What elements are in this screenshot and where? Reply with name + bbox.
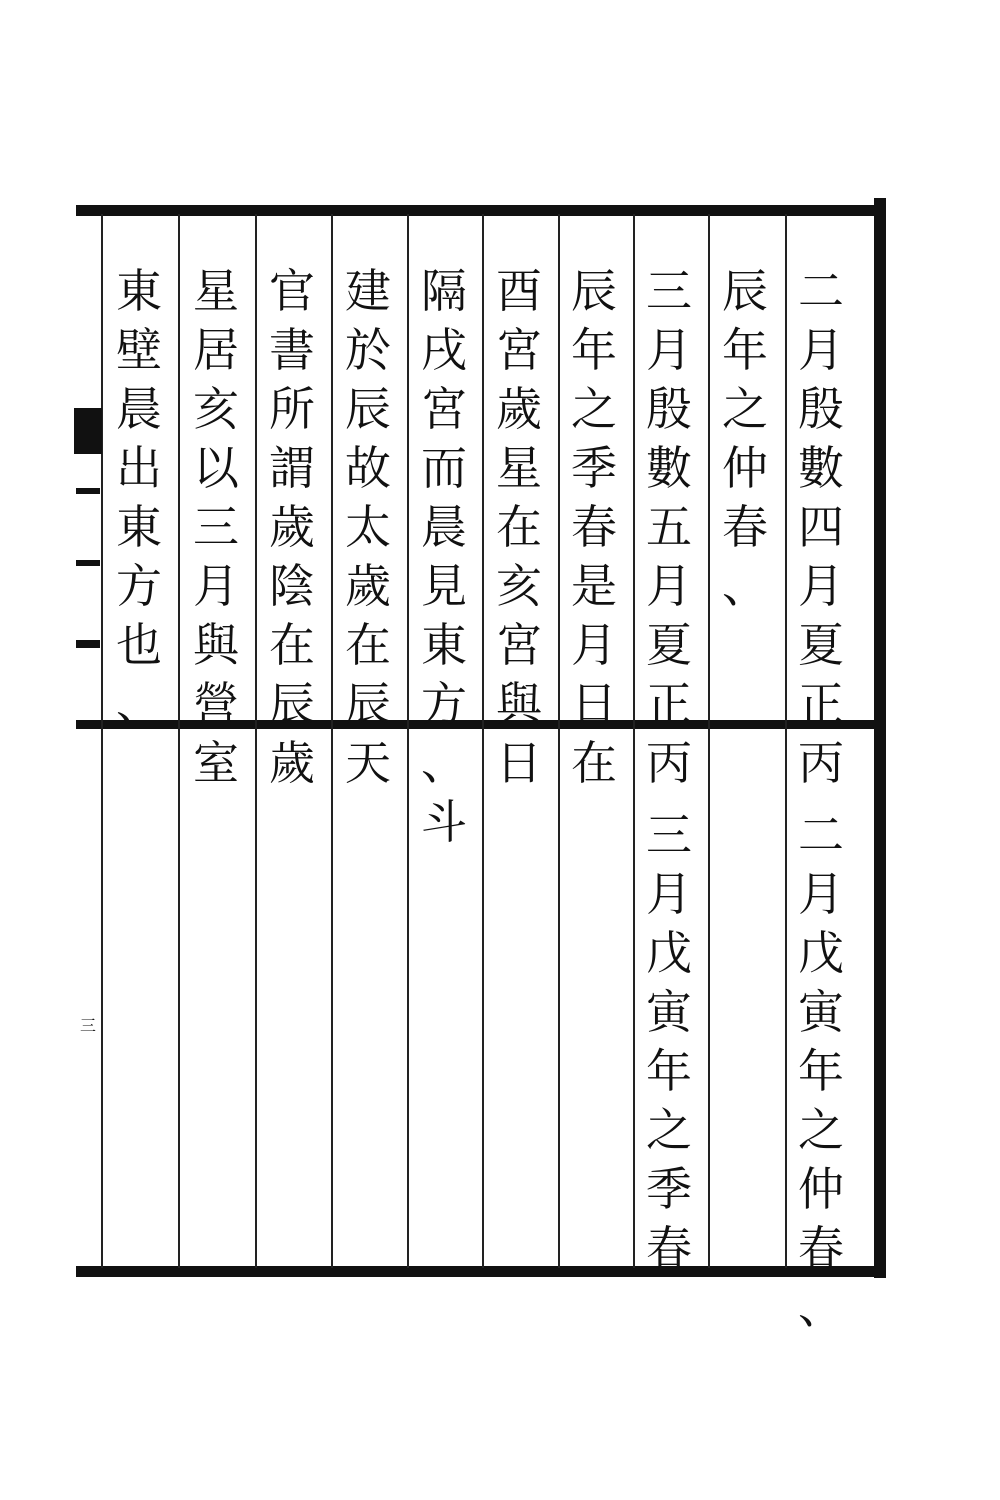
text-character: 在: [345, 618, 391, 672]
bottom-border-rule: [76, 1266, 886, 1277]
fold-mark: [76, 560, 100, 566]
column-separator: [178, 214, 180, 1268]
text-column-upper: [417, 262, 471, 852]
text-column-upper: [492, 262, 546, 793]
text-column-upper: [718, 262, 772, 616]
text-character: 月: [646, 559, 692, 613]
text-character: 三: [646, 808, 692, 862]
text-character: 戊: [646, 926, 692, 980]
text-character: 寅: [798, 985, 844, 1039]
text-character: 太: [345, 500, 391, 554]
text-character: 戊: [798, 926, 844, 980]
text-character: 之: [798, 1103, 844, 1157]
text-character: 歲: [496, 382, 542, 436]
text-character: 日: [571, 677, 617, 731]
text-character: 也: [116, 618, 162, 672]
text-character: 丙: [798, 736, 844, 790]
text-character: 與: [193, 618, 239, 672]
text-character: 二: [798, 264, 844, 318]
text-character: 月: [193, 559, 239, 613]
text-character: 營: [193, 677, 239, 731]
text-character: 歲: [269, 500, 315, 554]
text-character: 四: [798, 500, 844, 554]
text-character: 方: [116, 559, 162, 613]
text-character: 壁: [116, 323, 162, 377]
column-separator: [331, 214, 333, 1268]
text-character: 故: [345, 441, 391, 495]
text-character: 數: [646, 441, 692, 495]
text-column-lower: [794, 806, 848, 1337]
text-column-upper: [189, 262, 243, 793]
text-character: 東: [116, 500, 162, 554]
text-column-upper: [112, 262, 166, 734]
text-character: 春: [722, 500, 768, 554]
text-character: 在: [269, 618, 315, 672]
text-character: 、: [116, 677, 162, 731]
text-character: 夏: [798, 618, 844, 672]
text-character: 寅: [646, 985, 692, 1039]
text-character: 季: [571, 441, 617, 495]
text-column-upper: [567, 262, 621, 793]
text-character: 數: [798, 441, 844, 495]
text-character: 陰: [269, 559, 315, 613]
text-character: 季: [646, 1162, 692, 1216]
text-character: 書: [269, 323, 315, 377]
text-character: 酉: [496, 264, 542, 318]
text-character: 辰: [722, 264, 768, 318]
text-character: 年: [646, 1044, 692, 1098]
column-separator: [101, 214, 103, 1268]
column-separator: [558, 214, 560, 1268]
fold-page-number: 三: [79, 1016, 96, 1035]
text-character: 以: [193, 441, 239, 495]
text-character: 月: [571, 618, 617, 672]
text-character: 是: [571, 559, 617, 613]
column-separator: [482, 214, 484, 1268]
column-separator: [708, 214, 710, 1268]
text-character: 與: [496, 677, 542, 731]
text-character: 在: [496, 500, 542, 554]
text-character: 天: [345, 736, 391, 790]
column-separator: [255, 214, 257, 1268]
text-column-upper: [265, 262, 319, 793]
text-character: 所: [269, 382, 315, 436]
text-character: 室: [193, 736, 239, 790]
text-character: 之: [722, 382, 768, 436]
text-character: 辰: [571, 264, 617, 318]
text-character: 宮: [496, 618, 542, 672]
text-character: 戌: [421, 323, 467, 377]
text-character: 於: [345, 323, 391, 377]
text-character: 春: [571, 500, 617, 554]
text-character: 方: [421, 677, 467, 731]
text-column-upper: [794, 262, 848, 793]
text-character: 丙: [646, 736, 692, 790]
text-character: 之: [571, 382, 617, 436]
text-character: 仲: [798, 1162, 844, 1216]
text-character: 三: [646, 264, 692, 318]
text-character: 東: [116, 264, 162, 318]
text-character: 隔: [421, 264, 467, 318]
text-character: 星: [193, 264, 239, 318]
text-character: 建: [345, 264, 391, 318]
text-character: 宮: [496, 323, 542, 377]
text-character: 辰: [345, 677, 391, 731]
text-character: 歲: [269, 736, 315, 790]
text-character: 年: [722, 323, 768, 377]
text-character: 月: [798, 867, 844, 921]
text-character: 三: [193, 500, 239, 554]
text-character: 居: [193, 323, 239, 377]
text-character: 殷: [798, 382, 844, 436]
text-character: 月: [798, 559, 844, 613]
text-character: 東: [421, 618, 467, 672]
text-character: 殷: [646, 382, 692, 436]
fold-fishtail-block: [74, 408, 102, 454]
text-character: 見: [421, 559, 467, 613]
text-character: 辰: [345, 382, 391, 436]
text-character: 星: [496, 441, 542, 495]
text-character: 亥: [496, 559, 542, 613]
text-character: 斗: [421, 795, 467, 849]
text-character: 仲: [722, 441, 768, 495]
top-border-rule: [76, 205, 886, 216]
text-character: 月: [646, 323, 692, 377]
text-character: 在: [571, 736, 617, 790]
text-character: 五: [646, 500, 692, 554]
column-separator: [407, 214, 409, 1268]
text-character: 日: [496, 736, 542, 790]
column-separator: [785, 214, 787, 1268]
text-character: 年: [571, 323, 617, 377]
text-character: 亥: [193, 382, 239, 436]
right-border-rule: [874, 198, 886, 1278]
text-character: 辰: [269, 677, 315, 731]
text-character: 謂: [269, 441, 315, 495]
text-character: 月: [798, 323, 844, 377]
text-character: 正: [798, 677, 844, 731]
text-character: 宮: [421, 382, 467, 436]
text-character: 、: [798, 1280, 844, 1334]
text-character: 晨: [421, 500, 467, 554]
text-character: 出: [116, 441, 162, 495]
text-character: 歲: [345, 559, 391, 613]
text-character: 二: [798, 808, 844, 862]
text-character: 、: [421, 736, 467, 790]
text-column-upper: [341, 262, 395, 793]
text-character: 、: [722, 559, 768, 613]
text-character: 年: [798, 1044, 844, 1098]
text-column-lower: [642, 806, 696, 1278]
text-character: 夏: [646, 618, 692, 672]
text-character: 月: [646, 867, 692, 921]
fold-mark: [76, 488, 100, 494]
text-column-upper: [642, 262, 696, 793]
column-separator: [633, 214, 635, 1268]
fold-mark: [76, 640, 100, 648]
text-character: 之: [646, 1103, 692, 1157]
text-character: 正: [646, 677, 692, 731]
text-character: 官: [269, 264, 315, 318]
text-character: 春: [646, 1221, 692, 1275]
text-character: 晨: [116, 382, 162, 436]
text-character: 春: [798, 1221, 844, 1275]
text-character: 而: [421, 441, 467, 495]
